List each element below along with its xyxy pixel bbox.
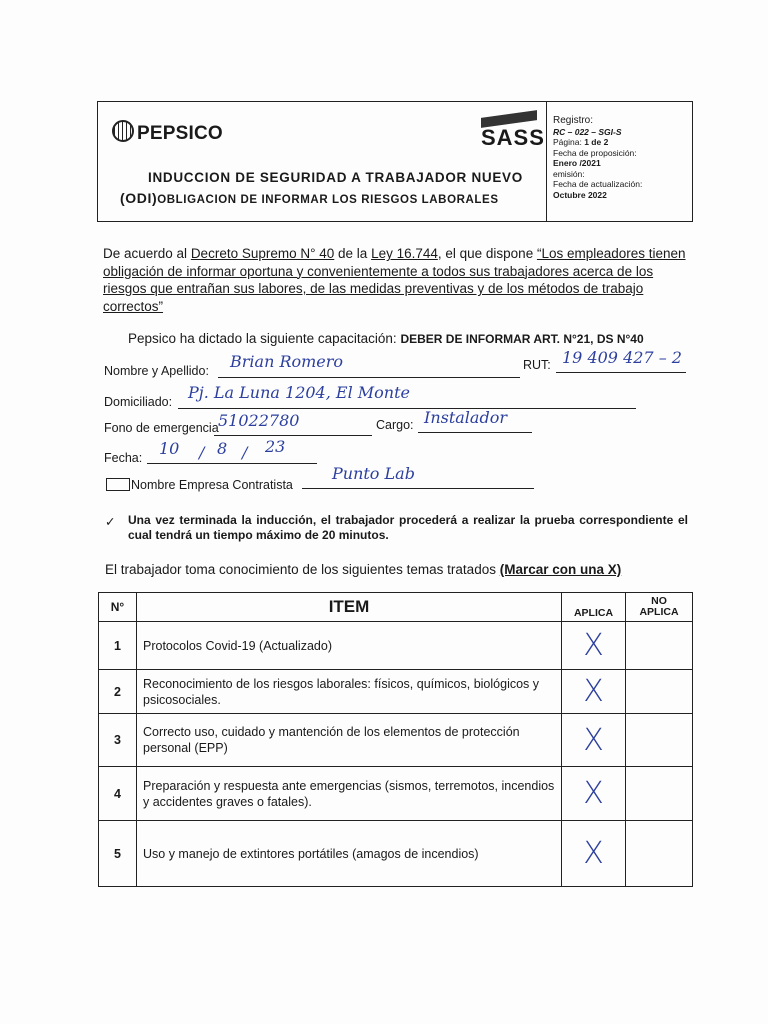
intro-text-1: De acuerdo al: [103, 246, 191, 261]
topics-intro-text: El trabajador toma conocimiento de los siguientes temas tratados: [105, 562, 500, 577]
topics-intro: [105, 562, 621, 577]
table-row: [99, 821, 693, 887]
training-line: [128, 331, 644, 346]
registro-label: Registro:: [553, 115, 594, 126]
header-title-prefix: (ODI): [120, 190, 158, 206]
date-month: 8: [217, 439, 228, 458]
date-separator-2: /: [242, 443, 248, 462]
registro-code: RC – 022 – SGI-S: [553, 126, 622, 137]
law-reference: Ley 16.744: [371, 246, 438, 261]
decree-reference: Decreto Supremo N° 40: [190, 246, 335, 261]
page-value: 1 de 2: [584, 137, 609, 147]
aplica-cell[interactable]: X: [562, 670, 626, 714]
sass-logo-text: SASS: [481, 125, 545, 150]
rut-value: 19 409 427 – 2: [562, 348, 682, 367]
emission-label: emisión:: [553, 168, 585, 179]
table-row: [99, 767, 693, 821]
sass-logo: [481, 114, 545, 151]
row-number: 2: [99, 670, 137, 714]
name-value: Brian Romero: [230, 352, 344, 371]
pepsico-logo: [112, 120, 223, 145]
aplica-cell[interactable]: X: [562, 821, 626, 887]
checkmark-icon: ✓: [105, 515, 116, 529]
intro-text-3: , el que dispone: [437, 246, 537, 261]
address-value: Pj. La Luna 1204, El Monte: [188, 383, 410, 402]
date-separator-1: /: [199, 443, 205, 462]
document-header: [97, 101, 693, 222]
cargo-value: Instalador: [424, 408, 507, 427]
address-label: Domiciliado:: [104, 395, 173, 409]
table-header-row: [99, 593, 693, 622]
intro-text-2: de la: [334, 246, 372, 261]
date-year: 23: [265, 437, 286, 456]
training-label: Pepsico ha dictado la siguiente capacitación:: [128, 331, 397, 346]
col-number: N°: [99, 593, 137, 622]
update-value: Octubre 2022: [553, 189, 607, 200]
date-day: 10: [159, 439, 180, 458]
col-no-aplica: [626, 593, 693, 622]
pepsico-globe-icon: [112, 120, 134, 142]
notice-text: Una vez terminada la inducción, el trabajador procederá a realizar la prueba correspondiente el cual tendrá un tiempo máximo de 20 minutos.: [128, 513, 688, 542]
phone-label: Fono de emergencia: [104, 421, 219, 435]
aplica-cell[interactable]: X: [562, 714, 626, 767]
name-label: Nombre y Apellido:: [104, 364, 209, 378]
address-field[interactable]: [178, 383, 636, 409]
cargo-label: Cargo:: [376, 418, 414, 432]
proposal-value: Enero /2021: [553, 158, 601, 168]
table-row: [99, 622, 693, 670]
date-field[interactable]: [147, 437, 317, 464]
header-title-line2: [120, 190, 499, 206]
row-item: Protocolos Covid-19 (Actualizado): [137, 622, 562, 670]
registro-block: [553, 116, 642, 200]
no-aplica-cell[interactable]: [626, 821, 693, 887]
topics-intro-emphasis: (Marcar con una X): [499, 562, 622, 577]
col-item: ITEM: [137, 593, 562, 622]
row-item: Reconocimiento de los riesgos laborales: físicos, químicos, biológicos y psicosociales.: [137, 670, 562, 714]
rut-field[interactable]: [556, 350, 686, 373]
row-item: Correcto uso, cuidado y mantención de los elementos de protección personal (EPP): [137, 714, 562, 767]
proposal-label: Fecha de proposición:: [553, 147, 637, 158]
page-label: Página:: [553, 137, 582, 147]
training-value: DEBER DE INFORMAR ART. N°21, DS N°40: [400, 332, 644, 346]
table-row: [99, 714, 693, 767]
table-row: [99, 670, 693, 714]
row-number: 3: [99, 714, 137, 767]
cargo-field[interactable]: [418, 410, 532, 433]
update-label: Fecha de actualización:: [553, 179, 643, 189]
col-aplica: APLICA: [562, 593, 626, 622]
company-field[interactable]: [302, 466, 534, 489]
topics-table: [98, 592, 693, 887]
no-aplica-cell[interactable]: [626, 767, 693, 821]
date-label: Fecha:: [104, 451, 143, 465]
row-number: 5: [99, 821, 137, 887]
name-field[interactable]: [218, 352, 520, 378]
row-item: Preparación y respuesta ante emergencias (sismos, terremotos, incendios y accidentes graves o fatales).: [137, 767, 562, 821]
decree-quote: “Los empleadores tienen obligación de informar oportuna y convenientemente a todos sus trabajadores acerca de los riesgos que entrañan sus labores, de las medidas preventivas y de los métodos de trabajo correctos”: [103, 246, 686, 314]
row-number: 4: [99, 767, 137, 821]
intro-paragraph: [103, 245, 693, 315]
no-aplica-cell[interactable]: [626, 670, 693, 714]
header-title-line1: INDUCCION DE SEGURIDAD A TRABAJADOR NUEVO: [148, 170, 523, 185]
contractor-checkbox[interactable]: [106, 478, 130, 491]
col-no-aplica-line2: APLICA: [639, 606, 679, 618]
aplica-cell[interactable]: X: [562, 767, 626, 821]
row-number: 1: [99, 622, 137, 670]
no-aplica-cell[interactable]: [626, 714, 693, 767]
phone-field[interactable]: [214, 413, 372, 436]
rut-label: RUT:: [523, 358, 551, 372]
no-aplica-cell[interactable]: [626, 622, 693, 670]
col-no-aplica-line1: NO: [651, 595, 667, 607]
phone-value: 51022780: [218, 411, 300, 430]
company-label: Nombre Empresa Contratista: [131, 478, 293, 492]
header-title-rest: OBLIGACION DE INFORMAR LOS RIESGOS LABORALES: [157, 194, 499, 206]
company-value: Punto Lab: [332, 464, 415, 483]
row-item: Uso y manejo de extintores portátiles (amagos de incendios): [137, 821, 562, 887]
brand-name: PEPSICO: [137, 123, 223, 144]
header-divider: [546, 102, 547, 221]
aplica-cell[interactable]: X: [562, 622, 626, 670]
